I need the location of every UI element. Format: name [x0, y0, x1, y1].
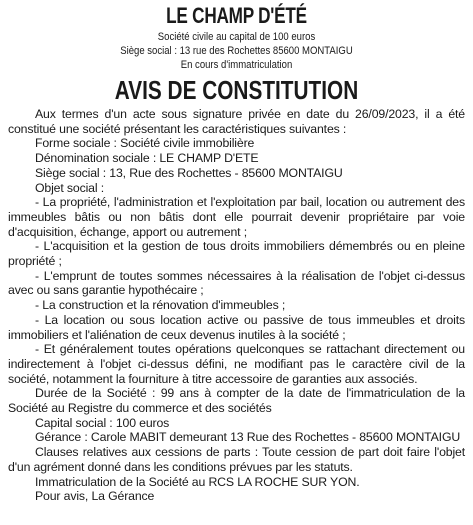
notice-title: AVIS DE CONSTITUTION	[114, 75, 359, 105]
purpose-item-property: - La propriété, l'administration et l'exploitation par bail, location ou autrement des immeubles bâtis ou non bâtis dont elle pourrait devenir propriétaire par voie d'acquisition, échange, apport ou autrement ;	[8, 195, 465, 239]
company-duration: Durée de la Société : 99 ans à compter de la date de l'immatriculation de la Société au Registre du commerce et des sociétés	[8, 386, 465, 416]
registered-office: Siège social : 13, Rue des Rochettes - 85600 MONTAIGU	[35, 165, 343, 180]
company-registered-office: Siège social : 13 rue des Rochettes 85600 MONTAIGU	[120, 45, 353, 57]
company-capital: Société civile au capital de 100 euros	[157, 31, 316, 43]
notice-body	[8, 107, 465, 504]
share-capital: Capital social : 100 euros	[35, 415, 170, 430]
purpose-item-general: - Et généralement toutes opérations quelconques se rattachant directement ou indirectement à l'objet ci-dessus défini, ne modifiant pas le caractère civil de la société, notamment la fourniture à titre accessoire de garanties aux associés.	[8, 342, 465, 386]
legal-form: Forme sociale : Société civile immobilière	[35, 136, 255, 151]
management: Gérance : Carole MABIT demeurant 13 Rue des Rochettes - 85600 MONTAIGU	[35, 430, 461, 445]
corporate-purpose-heading: Objet social :	[35, 180, 104, 195]
registration: Immatriculation de la Société au RCS LA ROCHE SUR YON.	[35, 474, 360, 489]
purpose-item-construction: - La construction et la rénovation d'immeubles ;	[35, 298, 286, 313]
company-denomination: Dénomination sociale : LE CHAMP D'ETE	[35, 151, 259, 166]
purpose-item-leasing: - La location ou sous location active ou passive de tous immeubles et droits immobiliers et l'aliénation de ceux devenus inutiles à la société ;	[8, 312, 465, 342]
signature-line: Pour avis, La Gérance	[35, 489, 155, 504]
legal-notice	[8, 0, 465, 504]
purpose-item-rights: - L'acquisition et la gestion de tous droits immobiliers démembrés ou en pleine propriété ;	[8, 239, 465, 269]
company-name: LE CHAMP D'ÉTÉ	[166, 3, 307, 28]
intro-paragraph: Aux termes d'un acte sous signature privée en date du 26/09/2023, il a été constitué une société présentant les caractéristiques suivantes :	[8, 107, 465, 136]
purpose-item-loans: - L'emprunt de toutes sommes nécessaires à la réalisation de l'objet ci-dessus avec ou sans garantie hypothécaire ;	[8, 268, 465, 298]
share-transfer-clauses: Clauses relatives aux cessions de parts : Toute cession de part doit faire l'objet d'un agrément donné dans les conditions prévues par les statuts.	[8, 445, 465, 474]
company-registration-status: En cours d'immatriculation	[180, 59, 293, 71]
